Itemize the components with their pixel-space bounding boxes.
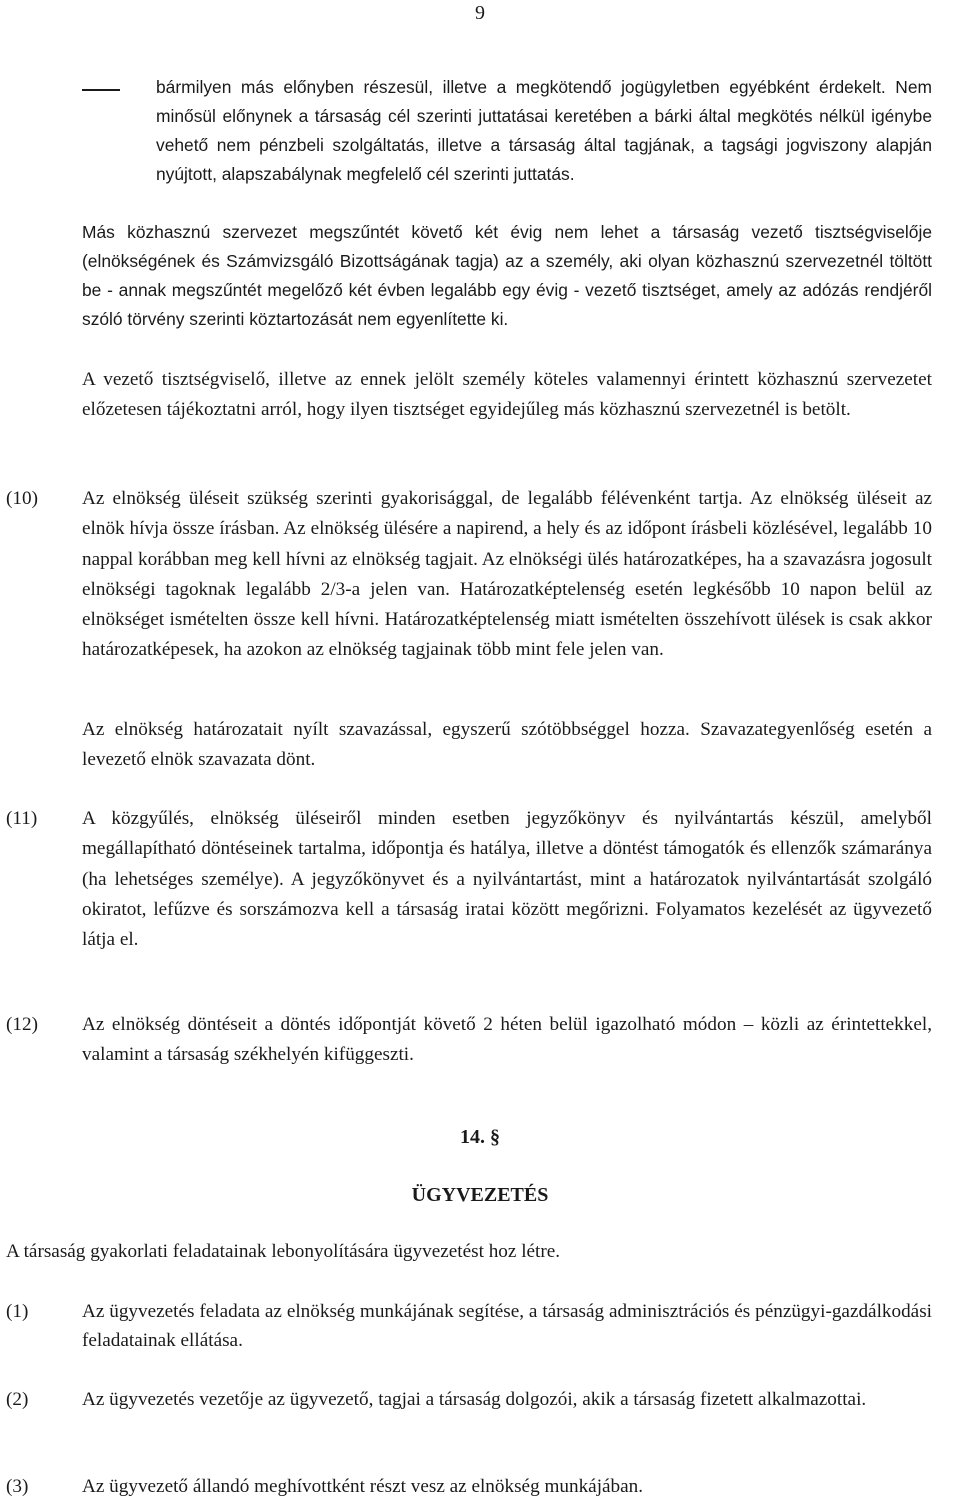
item-10-voting: Az elnökség határozatait nyílt szavazással, egyszerű szótöbbséggel hozza. Szavazategyenlőség esetén a levezető elnök szavazata dönt. [82,719,932,771]
item-10-text: Az elnökség üléseit szükség szerinti gyakorisággal, de legalább félévenként tartja. Az elnökség üléseit az elnök hívja össze írásban. Az elnökség ülésére a napirend, a hely és az időpont írásbeli közlésével, legalább 10 nappal korábban meg kell hívni az elnökség tagjait. Az elnökségi ülés határozatképes, ha a szavazásra jogosult elnökségi tagoknak legalább 2/3-a jelen van. Határozatképtelenség esetén legkésőbb 10 napon belül az elnökséget ismételten össze kell hívni. Határozatképtelenség miatt ismételten összehívott ülések is csak akkor határozatképesek, ha azokon az elnökség tagjainak több mint fele jelen van. [82,488,932,661]
paragraph-officer-duty: A vezető tisztségviselő, illetve az ennek jelölt személy köteles valamennyi érintett közhasznú szervezetet előzetesen tájékoztatni arról, hogy ilyen tisztséget egyidejűleg más közhasznú szervezetnél is betölt. [82,369,932,421]
section-item-number-1: (1) [6,1301,29,1322]
item-12-text: Az elnökség döntéseit a döntés időpontját követő 2 héten belül igazolható módon – közli az érintettekkel, valamint a társaság székhelyén kifüggeszti. [82,1014,932,1066]
section-intro: A társaság gyakorlati feladatainak lebonyolítására ügyvezetést hoz létre. [6,1241,561,1262]
section-item-number-2: (2) [6,1389,29,1410]
section-title: ÜGYVEZETÉS [411,1184,549,1206]
section-item-2-text: Az ügyvezetés vezetője az ügyvezető, tagjai a társaság dolgozói, akik a társaság fizetett alkalmazottai. [82,1389,867,1410]
item-11-text: A közgyűlés, elnökség üléseiről minden esetben jegyzőkönyv és nyilvántartás készül, amelyből megállapítható döntéseinek tartalma, időpontja és hatálya, illetve a döntést támogatók és ellenzők számaránya (ha lehetséges személye). A jegyzőkönyvet és a nyilvántartást, mint a határozatok nyilvántartását szolgáló okiratot, lefűzve és sorszámozva kell a társaság iratai között megőrizni. Folyamatos kezelését az ügyvezető látja el. [82,808,932,951]
page-number: 9 [475,2,485,24]
item-number-10: (10) [6,488,38,509]
section-item-1-text: Az ügyvezetés feladata az elnökség munkájának segítése, a társaság adminisztrációs és pénzügyi-gazdálkodási feladatainak ellátása. [82,1301,932,1351]
section-item-3-text: Az ügyvezető állandó meghívottként részt vesz az elnökség munkájában. [82,1476,644,1497]
list-dash [82,89,120,91]
item-number-12: (12) [6,1014,38,1035]
section-number: 14. § [460,1126,500,1148]
section-item-number-3: (3) [6,1476,29,1497]
item-number-11: (11) [6,808,38,829]
paragraph-former-officer: Más közhasznú szervezet megszűntét követő két évig nem lehet a társaság vezető tisztségviselője (elnökségének és Számvizsgáló Bizottságának tagja) az a személy, aki olyan közhasznú szervezetnél töltött be - annak megszűntét megelőző két évben legalább egy évig - vezető tisztséget, amely az adózás rendjéről szóló törvény szerinti köztartozását nem egyenlítette ki. [82,222,932,329]
paragraph-benefit: bármilyen más előnyben részesül, illetve a megkötendő jogügyletben egyébként érdekelt. Nem minősül előnynek a társaság cél szerinti juttatásai keretében a bárki által megkötés nélkül igénybe vehető nem pénzbeli szolgáltatás, illetve a társaság által tagjának, a tagsági jogviszony alapján nyújtott, alapszabálynak megfelelő cél szerinti juttatás. [156,77,932,184]
